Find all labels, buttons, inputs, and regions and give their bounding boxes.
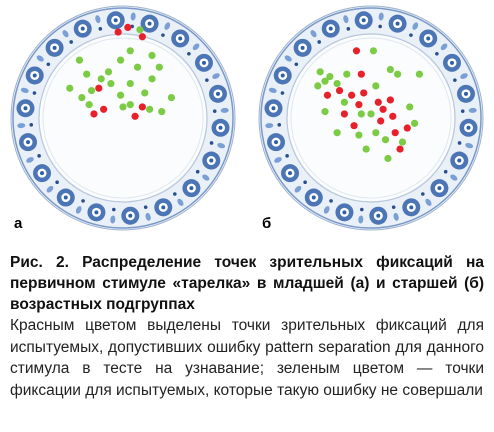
fixation-point-green — [117, 57, 124, 64]
fixation-point-green — [367, 110, 374, 117]
fixation-point-green — [358, 110, 365, 117]
fixation-point-green — [372, 129, 379, 136]
fixation-point-green — [387, 66, 394, 73]
caption-body: Красным цветом выделены точки зрительных фиксаций для испытуемых, допустивших ошибку pattern separation для данного стимула в тесте на узнавание; зеленым цветом — точки фиксации для испытуемых, которые такую ошибку не совершали — [10, 317, 484, 399]
caption-title: Рис. 2. Распределение точек зрительных фиксаций на первичном стимуле «тарелка» в младшей (а) и старшей (б) возрастных подгруппах — [10, 254, 484, 313]
fixation-point-green — [341, 99, 348, 106]
fixation-point-green — [83, 71, 90, 78]
fixation-point-red — [139, 103, 146, 110]
fixation-point-red — [392, 129, 399, 136]
figure-caption — [10, 252, 484, 401]
fixation-point-green — [382, 136, 389, 143]
fixation-point-green — [119, 103, 126, 110]
plate-image-b — [250, 4, 492, 238]
fixation-point-green — [127, 101, 134, 108]
fixation-point-red — [389, 113, 396, 120]
plate-image-a — [2, 4, 244, 238]
fixation-point-red — [358, 71, 365, 78]
fixation-point-green — [399, 138, 406, 145]
fixation-point-green — [105, 68, 112, 75]
fixation-point-red — [124, 24, 131, 31]
fixation-point-red — [139, 33, 146, 40]
panel-label: б — [262, 215, 272, 232]
fixation-point-green — [326, 73, 333, 80]
fixation-point-green — [168, 94, 175, 101]
fixation-point-red — [348, 92, 355, 99]
fixation-point-green — [148, 52, 155, 59]
fixation-point-red — [375, 99, 382, 106]
fixation-point-green — [394, 71, 401, 78]
panel-label: а — [14, 215, 23, 232]
plate-center — [287, 34, 455, 202]
fixation-point-green — [127, 80, 134, 87]
fixation-point-green — [317, 68, 324, 75]
fixation-point-green — [141, 89, 148, 96]
fixation-point-red — [132, 113, 139, 120]
fixation-point-green — [86, 101, 93, 108]
fixation-point-green — [334, 80, 341, 87]
fixation-point-red — [377, 117, 384, 124]
fixation-point-green — [78, 94, 85, 101]
fixation-point-red — [355, 101, 362, 108]
fixation-point-green — [107, 80, 114, 87]
fixation-point-red — [396, 145, 403, 152]
fixation-point-green — [66, 85, 73, 92]
fixation-point-green — [314, 82, 321, 89]
fixation-point-red — [341, 110, 348, 117]
fixation-point-green — [98, 75, 105, 82]
fixation-point-green — [370, 47, 377, 54]
fixation-point-green — [384, 155, 391, 162]
fixation-point-red — [95, 85, 102, 92]
fixation-point-red — [324, 92, 331, 99]
fixation-point-red — [115, 28, 122, 35]
fixation-point-green — [158, 108, 165, 115]
fixation-point-green — [127, 47, 134, 54]
fixation-point-red — [353, 47, 360, 54]
fixation-point-green — [334, 129, 341, 136]
fixation-point-red — [350, 122, 357, 129]
fixation-point-green — [148, 75, 155, 82]
fixation-point-red — [380, 106, 387, 113]
fixation-point-green — [156, 64, 163, 71]
fixation-point-green — [411, 120, 418, 127]
fixation-point-green — [363, 145, 370, 152]
fixation-point-green — [321, 108, 328, 115]
fixation-point-red — [100, 106, 107, 113]
fixation-point-green — [76, 57, 83, 64]
fixation-point-green — [372, 82, 379, 89]
fixation-point-green — [88, 87, 95, 94]
fixation-point-green — [134, 64, 141, 71]
fixation-point-green — [343, 71, 350, 78]
fixation-point-red — [387, 96, 394, 103]
panel-a — [2, 4, 244, 238]
fixation-point-green — [117, 92, 124, 99]
panel-b — [250, 4, 492, 238]
fixation-point-green — [146, 106, 153, 113]
fixation-point-green — [406, 103, 413, 110]
fixation-point-red — [404, 124, 411, 131]
fixation-point-red — [90, 110, 97, 117]
fixation-point-red — [360, 89, 367, 96]
fixation-point-green — [416, 71, 423, 78]
fixation-point-green — [136, 26, 143, 33]
fixation-point-red — [336, 87, 343, 94]
fixation-point-green — [355, 131, 362, 138]
